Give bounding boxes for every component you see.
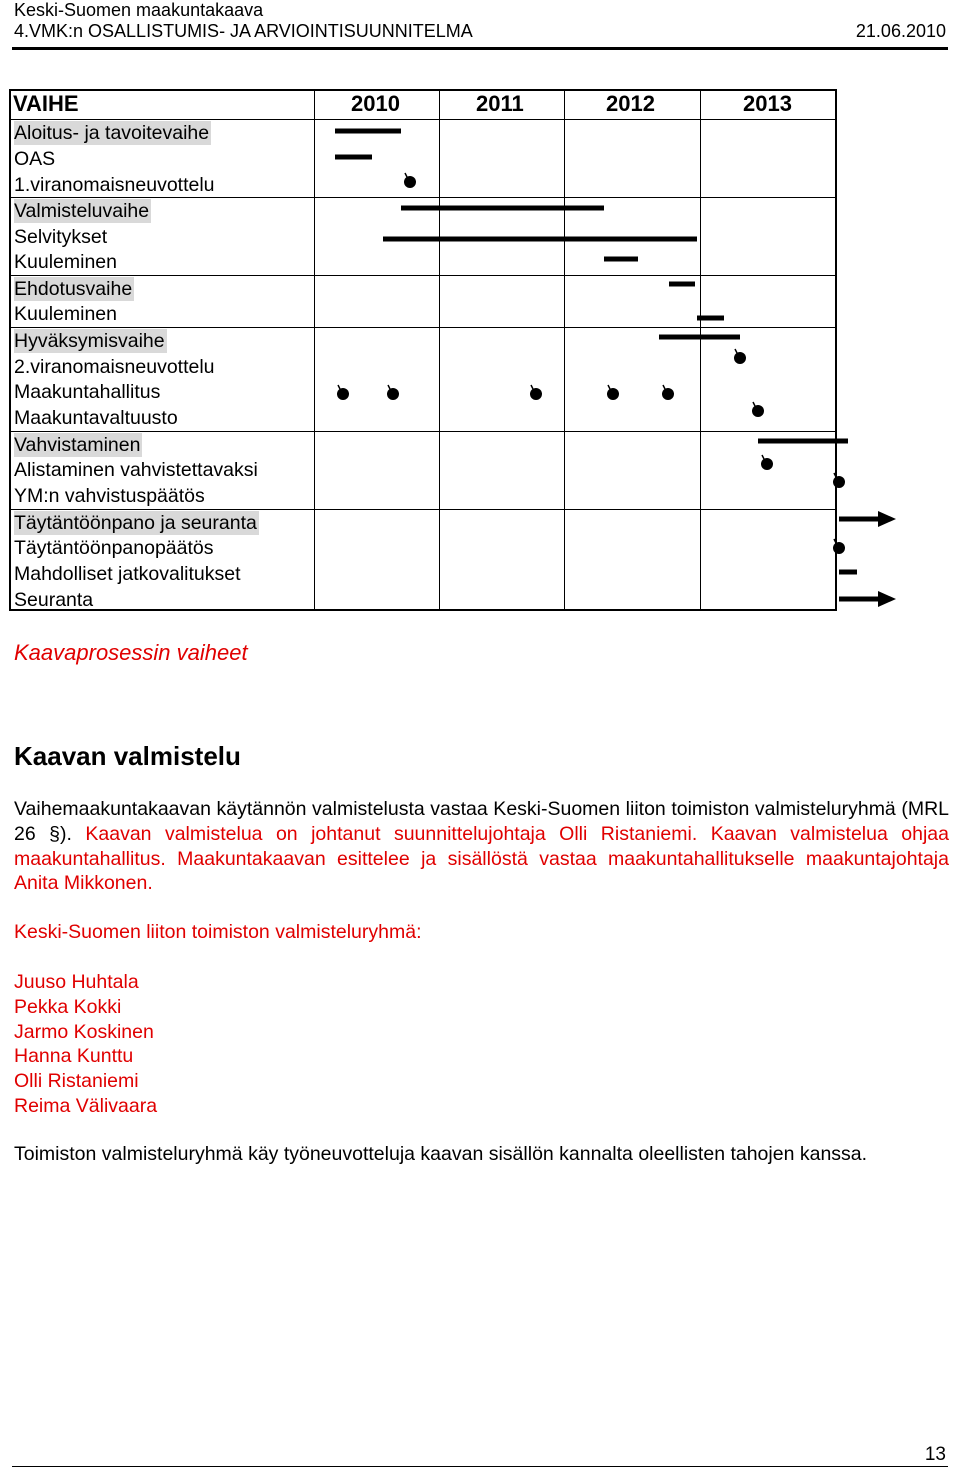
gantt-milestone bbox=[662, 385, 674, 400]
list-item: Reima Välivaara bbox=[14, 1094, 158, 1117]
gantt-arrowhead bbox=[878, 591, 896, 607]
task-label: Selvitykset bbox=[14, 226, 108, 248]
phase-label: Hyväksymisvaihe bbox=[14, 330, 165, 352]
page-number: 13 bbox=[924, 1444, 946, 1465]
gantt-marks bbox=[0, 0, 960, 640]
task-label: 1.viranomaisneuvottelu bbox=[14, 174, 215, 196]
names-list bbox=[14, 970, 157, 1119]
task-label: OAS bbox=[14, 148, 56, 170]
list-item: Pekka Kokki bbox=[14, 995, 122, 1018]
col-header-phase: VAIHE bbox=[13, 91, 79, 116]
header-org: Keski-Suomen maakuntakaava bbox=[14, 0, 264, 20]
phase-label: Täytäntöönpano ja seuranta bbox=[14, 512, 257, 534]
task-label: Kuuleminen bbox=[14, 303, 117, 325]
task-label: 2.viranomaisneuvottelu bbox=[14, 356, 215, 378]
gantt-milestone bbox=[761, 455, 773, 470]
col-header-year: 2010 bbox=[351, 91, 400, 116]
header-date: 21.06.2010 bbox=[855, 21, 946, 41]
gantt-milestone bbox=[607, 385, 619, 400]
phase-label: Valmisteluvaihe bbox=[14, 200, 150, 222]
gantt-milestone bbox=[734, 349, 746, 364]
task-label: Kuuleminen bbox=[14, 251, 117, 273]
gantt-milestone bbox=[387, 385, 399, 400]
task-label: Alistaminen vahvistettavaksi bbox=[14, 459, 258, 481]
gantt-milestone bbox=[752, 402, 764, 417]
col-header-year: 2012 bbox=[606, 91, 655, 116]
phase-label: Vahvistaminen bbox=[14, 434, 141, 456]
group-title: Keski-Suomen liiton toimiston valmisteluryhmä: bbox=[14, 921, 422, 943]
task-label: YM:n vahvistuspäätös bbox=[14, 485, 205, 507]
table-caption: Kaavaprosessin vaiheet bbox=[14, 640, 248, 665]
list-item: Jarmo Koskinen bbox=[14, 1020, 154, 1043]
task-label: Mahdolliset jatkovalitukset bbox=[14, 563, 241, 585]
list-item: Juuso Huhtala bbox=[14, 971, 139, 993]
list-item: Olli Ristaniemi bbox=[14, 1070, 139, 1093]
paragraph-preparation bbox=[14, 797, 949, 896]
task-label: Maakuntavaltuusto bbox=[14, 407, 178, 429]
task-label: Maakuntahallitus bbox=[14, 381, 161, 403]
gantt-milestone bbox=[530, 385, 542, 400]
task-label: Täytäntöönpanopäätös bbox=[14, 537, 214, 559]
section-title: Kaavan valmistelu bbox=[14, 741, 241, 771]
gantt-milestone bbox=[404, 173, 416, 188]
list-item: Hanna Kunttu bbox=[14, 1045, 134, 1068]
footer-rule bbox=[12, 1466, 948, 1467]
gantt-milestone bbox=[833, 539, 845, 554]
col-header-year: 2011 bbox=[476, 91, 524, 116]
phase-label: Aloitus- ja tavoitevaihe bbox=[14, 122, 210, 144]
task-label: Seuranta bbox=[14, 589, 94, 611]
col-header-year: 2013 bbox=[743, 91, 792, 116]
paragraph-text-red: Kaavan valmistelua on johtanut suunnittelujohtaja Olli Ristaniemi. Kaavan valmistelua ohjaa maakuntahallitus. Maakuntakaavan esittelee ja sisällöstä vastaa maakuntahallitukselle maakuntajohtaja Anita Mikkonen. bbox=[14, 822, 949, 895]
paragraph-text: Vaihemaakuntakaavan käytännön valmistelusta vastaa Keski-Suomen liiton toimiston valmisteluryhmä (MRL 26 §). bbox=[14, 798, 949, 845]
gantt-milestone bbox=[337, 385, 349, 400]
header-doc-title: 4.VMK:n OSALLISTUMIS- JA ARVIOINTISUUNNITELMA bbox=[14, 21, 473, 41]
paragraph-negotiations: Toimiston valmisteluryhmä käy työneuvotteluja kaavan sisällön kannalta oleellisten tahojen kanssa. bbox=[14, 1143, 868, 1165]
gantt-arrowhead bbox=[878, 511, 896, 527]
gantt-milestone bbox=[833, 473, 845, 488]
phase-label: Ehdotusvaihe bbox=[14, 278, 133, 300]
